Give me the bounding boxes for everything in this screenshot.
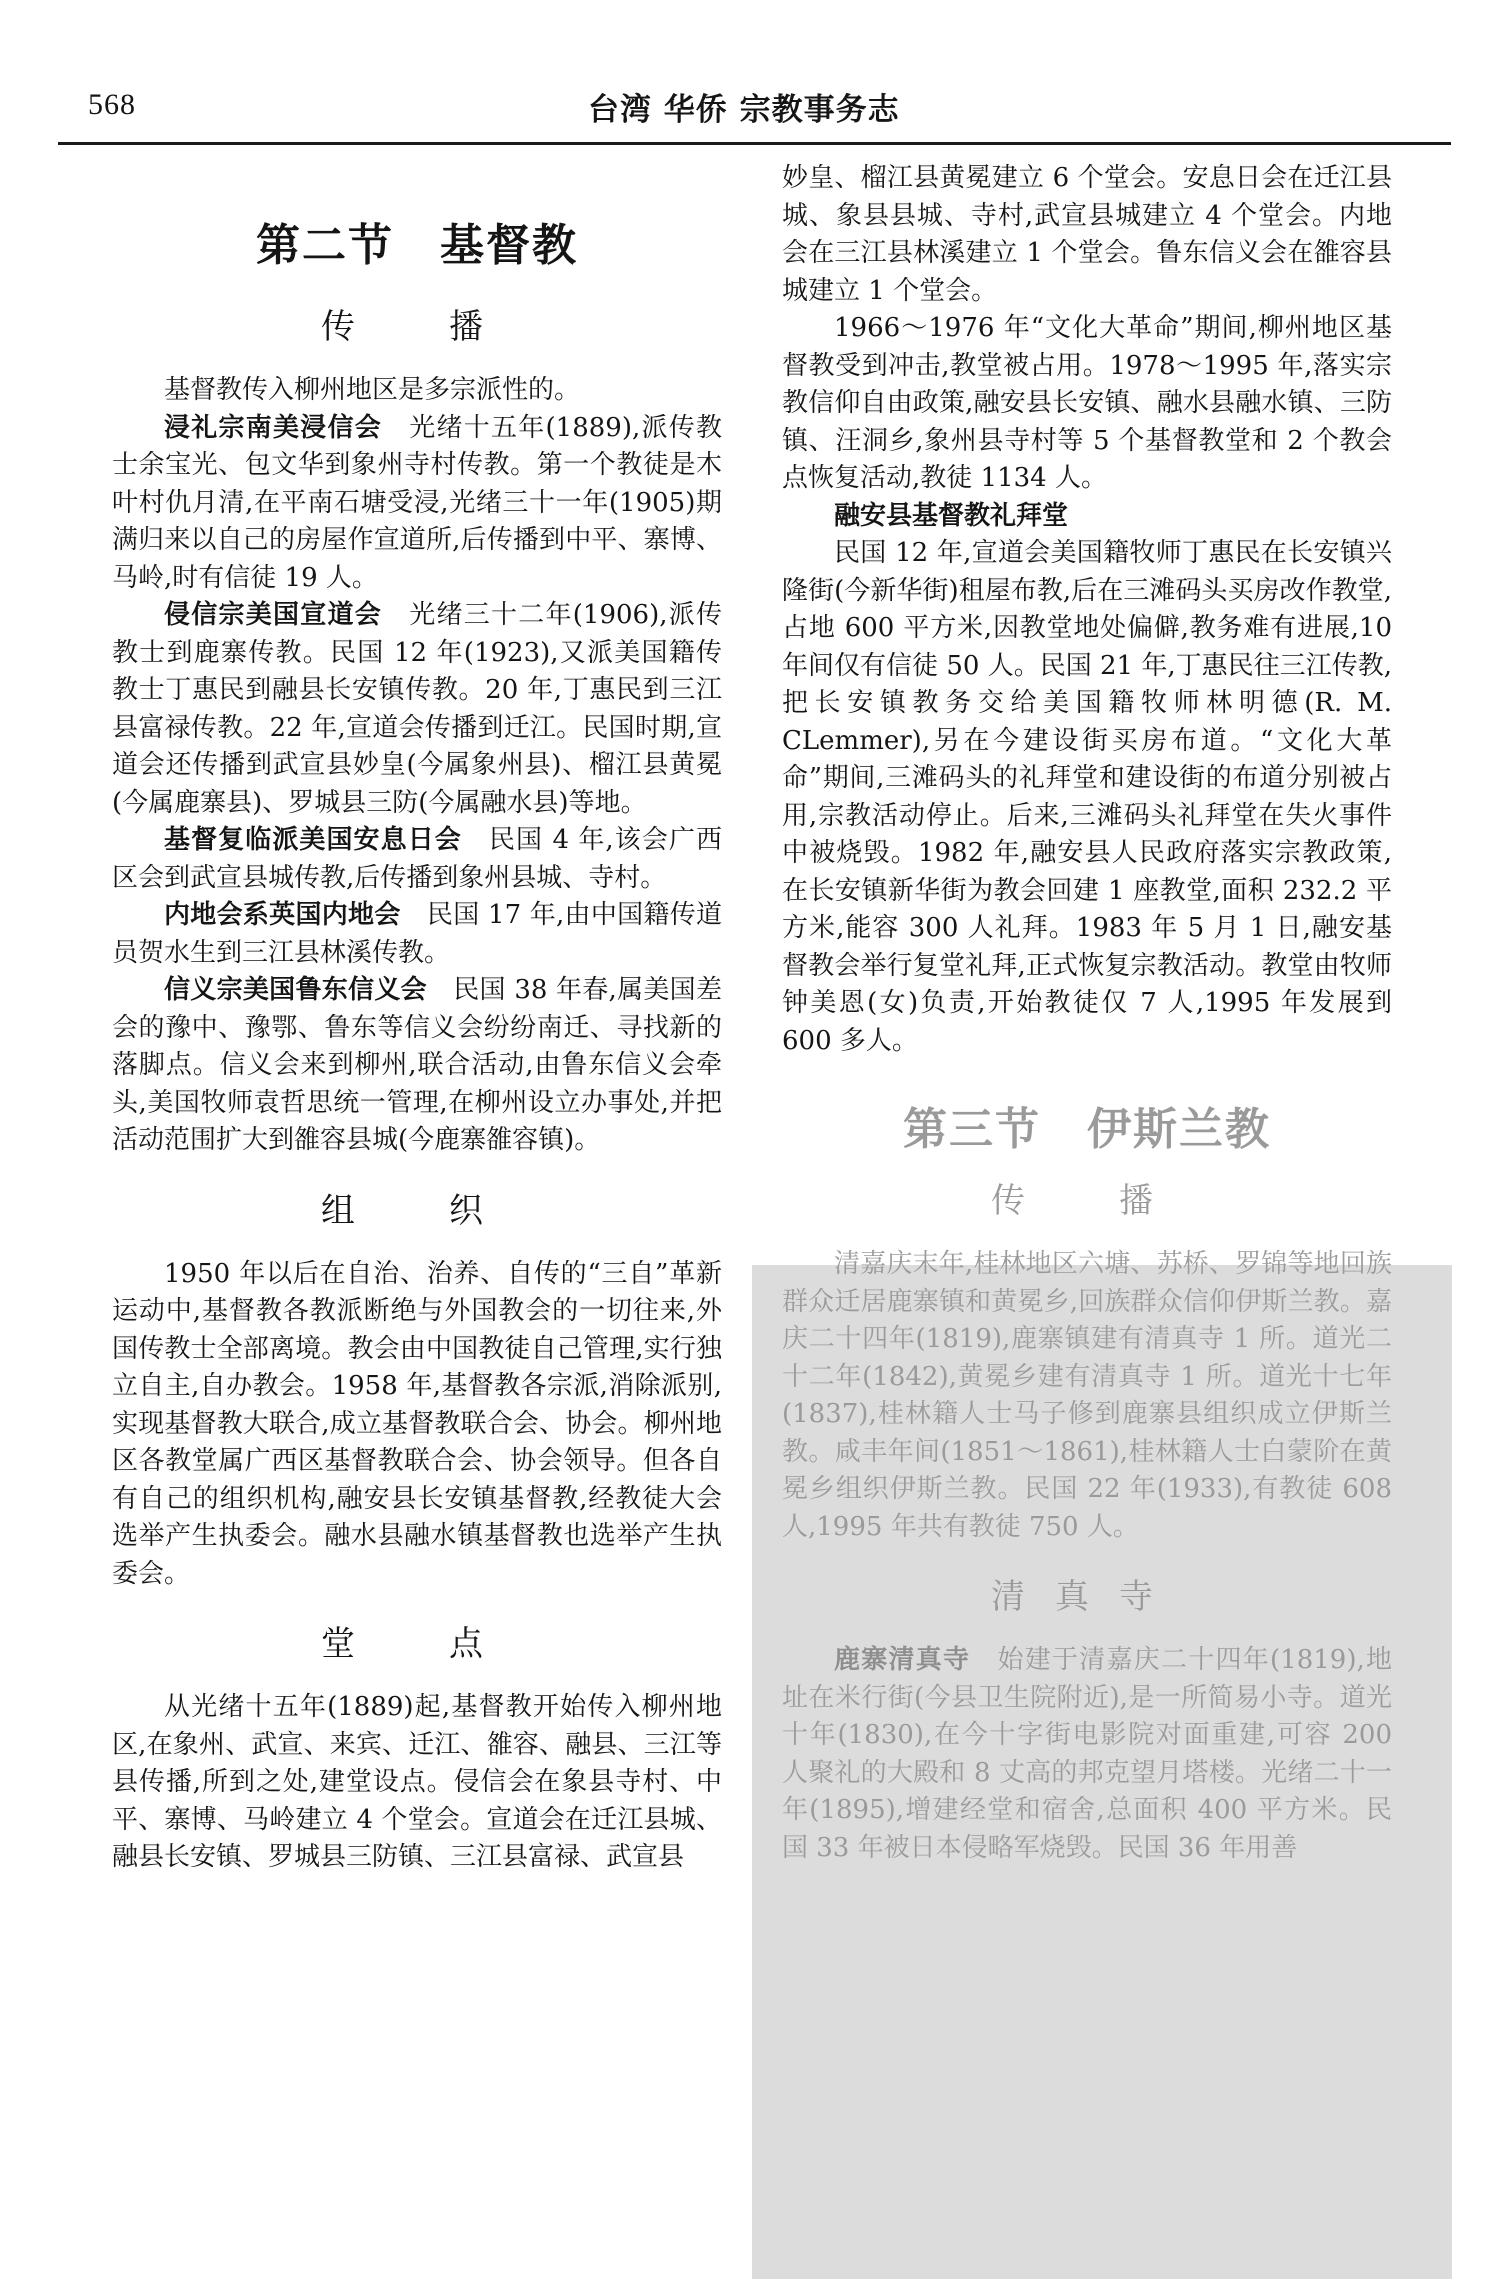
paragraph-churches-continued: 妙皇、榴江县黄冕建立 6 个堂会。安息日会在迁江县城、象县县城、寺村,武宣县城建立 4 个堂会。内地会在三江县林溪建立 1 个堂会。鲁东信义会在雒容县城建立 1 个堂会。 xyxy=(782,163,1392,306)
left-column xyxy=(112,160,722,1877)
running-title: 台湾 华侨 宗教事务志 xyxy=(588,92,900,128)
paragraph-churches: 从光绪十五年(1889)起,基督教开始传入柳州地区,在象州、武宣、来宾、迁江、雒容、融县、三江等县传播,所到之处,建堂设点。侵信会在象县寺村、中平、寨博、马岭建立 4 个堂会。宣道会在迁江县城、融县长安镇、罗城县三防镇、三江县富禄、武宣县 xyxy=(112,1692,722,1872)
page-header xyxy=(58,82,1451,145)
page-number: 568 xyxy=(88,88,136,121)
paragraph-cultural-revolution: 1966～1976 年“文化大革命”期间,柳州地区基督教受到冲击,教堂被占用。1978～1995 年,落实宗教信仰自由政策,融安县长安镇、融水县融水镇、三防镇、汪洞乡,象州县寺村等 5 个基督教堂和 2 个教会点恢复活动,教徒 1134 人。 xyxy=(782,313,1392,493)
subsection-title-islam-spread: 传 播 xyxy=(991,1181,1183,1221)
paragraph-luzhai-mosque: 鹿寨清真寺 始建于清嘉庆二十四年(1819),地址在米行街(今县卫生院附近),是一所简易小寺。道光十年(1830),在今十字街电影院对面重建,可容 200 人聚礼的大殿和 8 丈高的邦克望月塔楼。光绪二十一年(1895),增建经堂和宿舍,总面积 400 平方米。民国 33 年被日本侵略军烧毁。民国 36 年用善 xyxy=(782,1645,1392,1863)
paragraph-intro: 基督教传入柳州地区是多宗派性的。 xyxy=(164,375,581,405)
paragraph-lead: 侵信宗美国宣道会 xyxy=(164,600,383,630)
paragraph-islam-spread: 清嘉庆末年,桂林地区六塘、苏桥、罗锦等地回族群众迁居鹿寨镇和黄冕乡,回族群众信仰伊斯兰教。嘉庆二十四年(1819),鹿寨镇建有清真寺 1 所。道光二十二年(1842),黄冕乡建有清真寺 1 所。道光十七年(1837),桂林籍人士马子修到鹿寨县组织成立伊斯兰教。咸丰年间(1851～1861),桂林籍人士白蒙阶在黄冕乡组织伊斯兰教。民国 22 年(1933),有教徒 608 人,1995 年共有教徒 750 人。 xyxy=(782,1249,1392,1542)
subsection-title-spread: 传 播 xyxy=(321,307,513,347)
subsection-title-organization: 组 织 xyxy=(321,1190,513,1231)
paragraph-lead: 鹿寨清真寺 xyxy=(834,1645,971,1675)
paragraph-lutheran: 信义宗美国鲁东信义会 民国 38 年春,属美国差会的豫中、豫鄂、鲁东等信义会纷纷南迁、寻找新的落脚点。信义会来到柳州,联合活动,由鲁东信义会牵头,美国牧师袁哲思统一管理,在柳州设立办事处,并把活动范围扩大到雒容县城(今鹿寨雒容镇)。 xyxy=(112,975,722,1155)
subsection-title-churches: 堂 点 xyxy=(321,1624,513,1664)
ronan-church-heading: 融安县基督教礼拜堂 xyxy=(834,500,1069,531)
subsection-title-mosque: 清真寺 xyxy=(991,1577,1183,1617)
paragraph-alliance: 侵信宗美国宣道会 光绪三十二年(1906),派传教士到鹿寨传教。民国 12 年(1923),又派美国籍传教士丁惠民到融县长安镇传教。20 年,丁惠民到三江县富禄传教。22 年,宣道会传播到迁江。民国时期,宣道会还传播到武宣县妙皇(今属象州县)、榴江县黄冕(今属鹿寨县)、罗城县三防(今属融水县)等地。 xyxy=(112,600,722,818)
paragraph-lead: 基督复临派美国安息日会 xyxy=(164,825,462,855)
section-title-christianity: 第二节 基督教 xyxy=(256,220,578,271)
paragraph-baptist: 浸礼宗南美浸信会 光绪十五年(1889),派传教士余宝光、包文华到象州寺村传教。第一个教徒是木叶村仇月清,在平南石塘受浸,光绪三十一年(1905)期满归来以自己的房屋作宣道所,后传播到中平、寨博、马岭,时有信徒 19 人。 xyxy=(112,412,722,593)
paragraph-adventist: 基督复临派美国安息日会 民国 4 年,该会广西区会到武宣县城传教,后传播到象州县城、寺村。 xyxy=(112,825,722,893)
paragraph-organization: 1950 年以后在自治、治养、自传的“三自”革新运动中,基督教各教派断绝与外国教会的一切往来,外国传教士全部离境。教会由中国教徒自己管理,实行独立自主,自办教会。1958 年,基督教各宗派,消除派别,实现基督教大联合,成立基督教联合会、协会。柳州地区各教堂属广西区基督教联合会、协会领导。但各自有自己的组织机构,融安县长安镇基督教,经教徒大会选举产生执委会。融水县融水镇基督教也选举产生执委会。 xyxy=(112,1258,722,1589)
paragraph-lead: 浸礼宗南美浸信会 xyxy=(164,412,383,443)
islam-section xyxy=(782,1104,1392,1867)
section-title-islam: 第三节 伊斯兰教 xyxy=(903,1104,1271,1155)
right-column xyxy=(782,160,1392,1867)
paragraph-inland-mission: 内地会系英国内地会 民国 17 年,由中国籍传道员贺水生到三江县林溪传教。 xyxy=(112,900,722,968)
paragraph-lead: 信义宗美国鲁东信义会 xyxy=(164,975,427,1005)
paragraph-ronan-church: 民国 12 年,宣道会美国籍牧师丁惠民在长安镇兴隆街(今新华街)租屋布教,后在三滩码头买房改作教堂,占地 600 平方米,因教堂地处偏僻,教务难有进展,10 年间仅有信徒 50 人。民国 21 年,丁惠民往三江传教,把长安镇教务交给美国籍牧师林明德(R. M. CLemmer),另在今建设街买房布道。“文化大革命”期间,三滩码头的礼拜堂和建设街的布道分别被占用,宗教活动停止。后来,三滩码头礼拜堂在失火事件中被烧毁。1982 年,融安县人民政府落实宗教政策,在长安镇新华街为教会回建 1 座教堂,面积 232.2 平方米,能容 300 人礼拜。1983 年 5 月 1 日,融安基督教会举行复堂礼拜,正式恢复宗教活动。教堂由牧师钟美恩(女)负责,开始教徒仅 7 人,1995 年发展到 600 多人。 xyxy=(782,538,1392,1056)
paragraph-lead: 内地会系英国内地会 xyxy=(164,900,401,930)
